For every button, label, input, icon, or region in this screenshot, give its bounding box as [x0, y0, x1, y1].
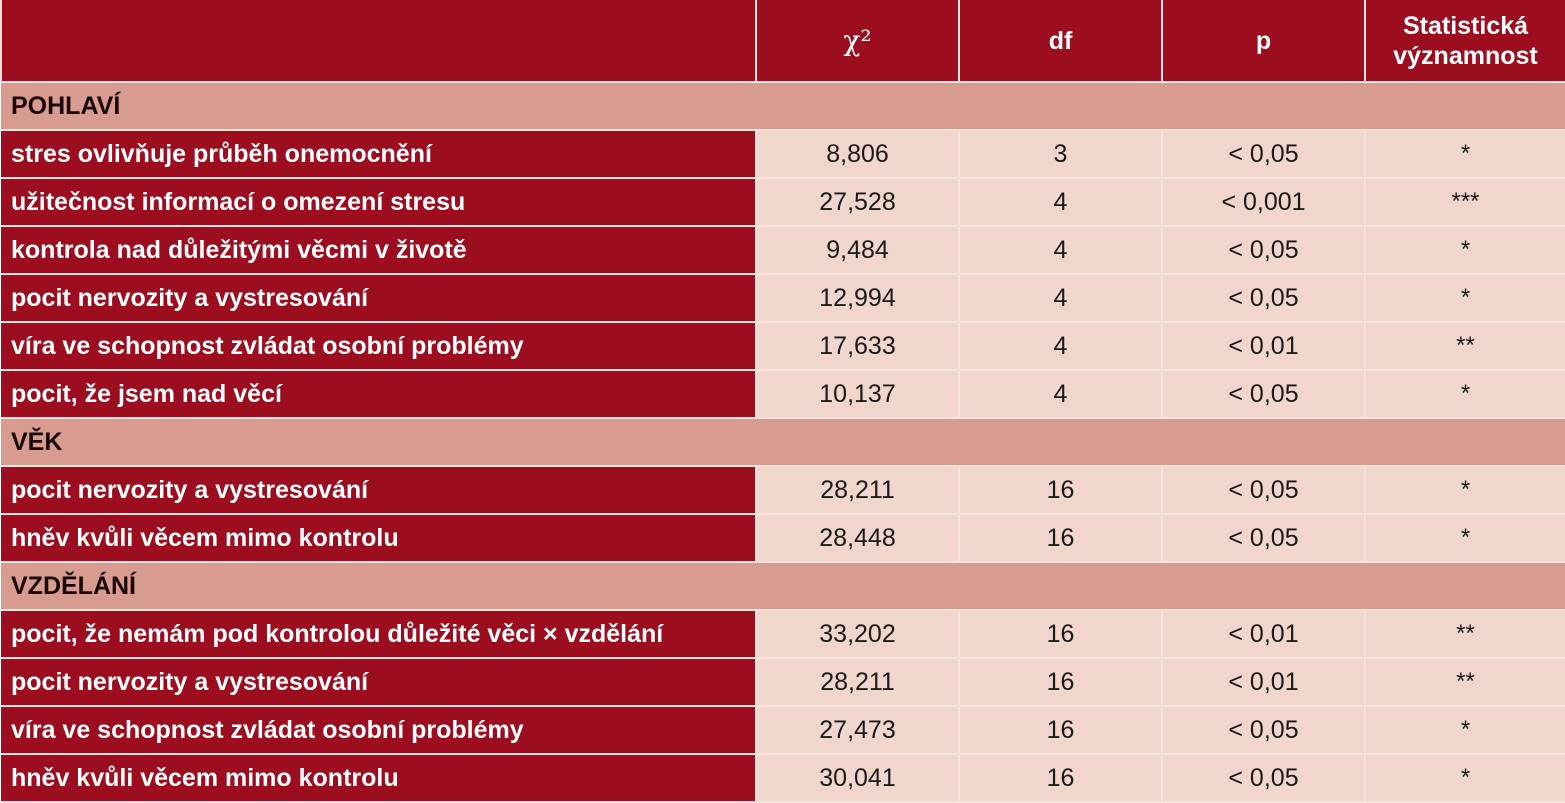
p-value: < 0,05	[1162, 466, 1365, 514]
chi-square-value: 17,633	[756, 322, 959, 370]
section-title: VĚK	[1, 418, 1565, 466]
row-label: víra ve schopnost zvládat osobní problémy	[1, 322, 756, 370]
df-value: 4	[959, 178, 1162, 226]
table-row	[1, 514, 1565, 562]
header-df: df	[959, 0, 1162, 82]
row-label: stres ovlivňuje průběh onemocnění	[1, 130, 756, 178]
table-row	[1, 754, 1565, 802]
row-label: víra ve schopnost zvládat osobní problémy	[1, 706, 756, 754]
significance-value: *	[1365, 754, 1565, 802]
significance-value: *	[1365, 226, 1565, 274]
chi-square-value: 28,211	[756, 658, 959, 706]
significance-value: *	[1365, 706, 1565, 754]
significance-value: **	[1365, 322, 1565, 370]
p-value: < 0,05	[1162, 370, 1365, 418]
p-value: < 0,05	[1162, 706, 1365, 754]
header-chi-square: χ²	[756, 0, 959, 82]
row-label: kontrola nad důležitými věcmi v životě	[1, 226, 756, 274]
header-row	[1, 0, 1565, 82]
significance-value: **	[1365, 610, 1565, 658]
row-label: pocit nervozity a vystresování	[1, 658, 756, 706]
df-value: 16	[959, 514, 1162, 562]
table-row	[1, 610, 1565, 658]
p-value: < 0,05	[1162, 754, 1365, 802]
table-row	[1, 658, 1565, 706]
row-label: pocit nervozity a vystresování	[1, 466, 756, 514]
df-value: 16	[959, 658, 1162, 706]
row-label: pocit nervozity a vystresování	[1, 274, 756, 322]
table-row	[1, 178, 1565, 226]
chi-square-value: 9,484	[756, 226, 959, 274]
significance-value: *	[1365, 130, 1565, 178]
significance-value: *	[1365, 466, 1565, 514]
table-row	[1, 370, 1565, 418]
df-value: 16	[959, 706, 1162, 754]
row-label: pocit, že nemám pod kontrolou důležité věci × vzdělání	[1, 610, 756, 658]
section-row	[1, 82, 1565, 130]
chi-square-value: 28,448	[756, 514, 959, 562]
p-value: < 0,01	[1162, 658, 1365, 706]
p-value: < 0,01	[1162, 322, 1365, 370]
df-value: 4	[959, 226, 1162, 274]
p-value: < 0,01	[1162, 610, 1365, 658]
significance-value: *	[1365, 514, 1565, 562]
header-p: p	[1162, 0, 1365, 82]
df-value: 4	[959, 370, 1162, 418]
p-value: < 0,05	[1162, 514, 1365, 562]
table-row	[1, 274, 1565, 322]
df-value: 16	[959, 466, 1162, 514]
chi-square-value: 30,041	[756, 754, 959, 802]
chi-square-value: 33,202	[756, 610, 959, 658]
chi-square-value: 12,994	[756, 274, 959, 322]
df-value: 4	[959, 322, 1162, 370]
table-row	[1, 130, 1565, 178]
section-row	[1, 418, 1565, 466]
section-row	[1, 562, 1565, 610]
df-value: 16	[959, 610, 1162, 658]
table-row	[1, 226, 1565, 274]
df-value: 16	[959, 754, 1162, 802]
significance-value: ***	[1365, 178, 1565, 226]
p-value: < 0,001	[1162, 178, 1365, 226]
chi-square-value: 27,473	[756, 706, 959, 754]
row-label: hněv kvůli věcem mimo kontrolu	[1, 754, 756, 802]
row-label: pocit, že jsem nad věcí	[1, 370, 756, 418]
header-significance: Statistická významnost	[1365, 0, 1565, 82]
p-value: < 0,05	[1162, 274, 1365, 322]
table-row	[1, 706, 1565, 754]
header-label	[1, 0, 756, 82]
chi-square-value: 10,137	[756, 370, 959, 418]
table-row	[1, 466, 1565, 514]
row-label: hněv kvůli věcem mimo kontrolu	[1, 514, 756, 562]
significance-value: **	[1365, 658, 1565, 706]
chi-square-value: 28,211	[756, 466, 959, 514]
p-value: < 0,05	[1162, 226, 1365, 274]
section-title: VZDĚLÁNÍ	[1, 562, 1565, 610]
section-title: POHLAVÍ	[1, 82, 1565, 130]
row-label: užitečnost informací o omezení stresu	[1, 178, 756, 226]
p-value: < 0,05	[1162, 130, 1365, 178]
df-value: 4	[959, 274, 1162, 322]
significance-value: *	[1365, 370, 1565, 418]
chi-square-value: 8,806	[756, 130, 959, 178]
chi-square-value: 27,528	[756, 178, 959, 226]
significance-value: *	[1365, 274, 1565, 322]
table-row	[1, 322, 1565, 370]
df-value: 3	[959, 130, 1162, 178]
